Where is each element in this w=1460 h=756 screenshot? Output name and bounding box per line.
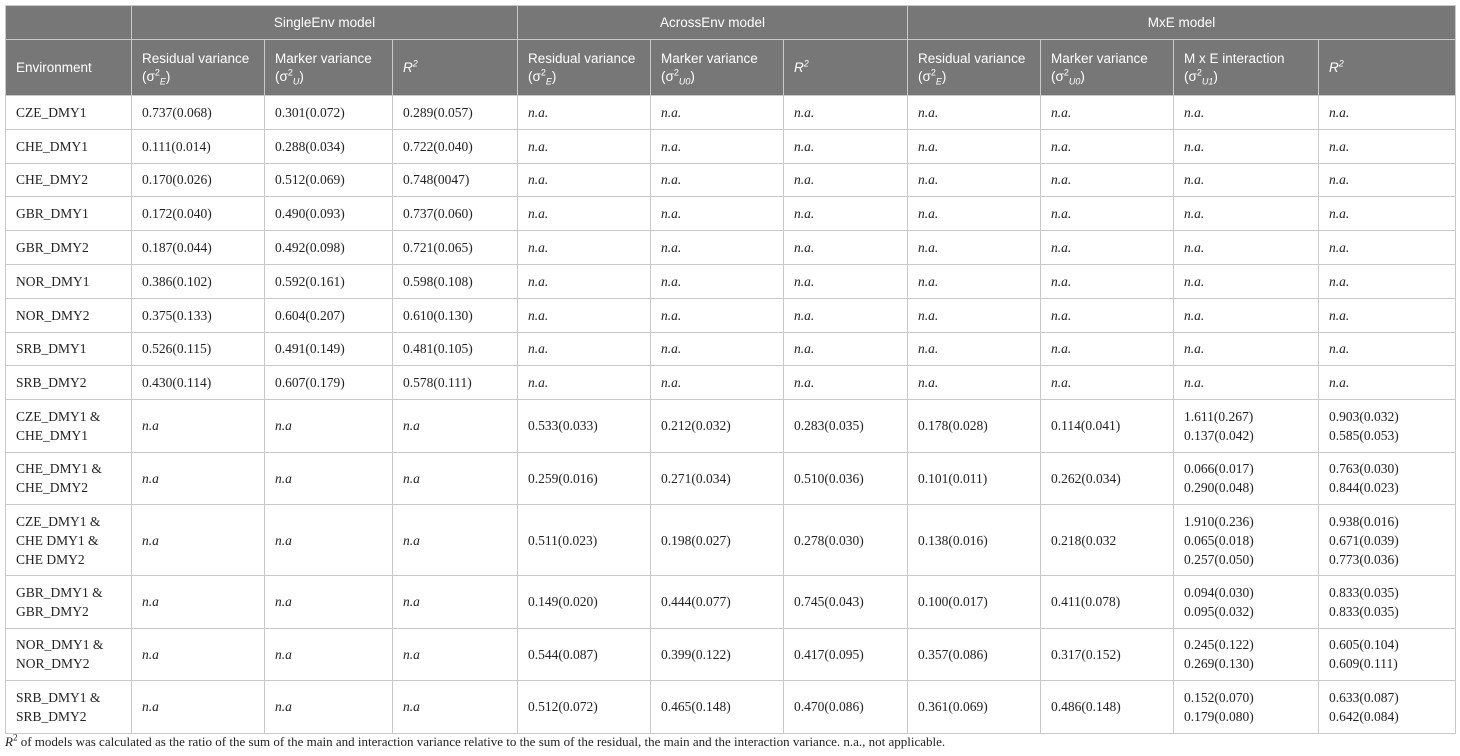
cell-value: n.a. <box>1174 231 1319 265</box>
cell-value: 0.544(0.087) <box>518 628 651 681</box>
cell-value: 0.101(0.011) <box>908 452 1041 505</box>
cell-value: n.a. <box>908 129 1041 163</box>
cell-value: n.a. <box>518 96 651 130</box>
col-single-residual: Residual variance $(\sigma^2_E)$ <box>132 40 265 96</box>
cell-value: n.a. <box>651 129 784 163</box>
table-row <box>6 505 1456 576</box>
cell-value: n.a <box>132 452 265 505</box>
table-row <box>6 231 1456 265</box>
cell-value: n.a. <box>1319 264 1456 298</box>
cell-value: 0.512(0.072) <box>518 681 651 734</box>
cell-value: n.a. <box>518 231 651 265</box>
table-row <box>6 197 1456 231</box>
col-single-r2: $R^2$ <box>393 40 518 96</box>
cell-value: n.a. <box>1319 332 1456 366</box>
cell-value: 0.592(0.161) <box>265 264 393 298</box>
cell-environment: CZE_DMY1 & CHE DMY1 & CHE DMY2 <box>6 505 132 576</box>
cell-value: 0.357(0.086) <box>908 628 1041 681</box>
cell-value: 0.317(0.152) <box>1041 628 1174 681</box>
table-body <box>6 96 1456 734</box>
cell-value: n.a <box>132 400 265 453</box>
cell-value: n.a. <box>784 298 908 332</box>
cell-value: n.a. <box>784 96 908 130</box>
cell-value: n.a. <box>1041 96 1174 130</box>
group-singleenv: SingleEnv model <box>132 6 518 40</box>
cell-value: n.a <box>132 505 265 576</box>
cell-environment: GBR_DMY2 <box>6 231 132 265</box>
cell-value: 0.198(0.027) <box>651 505 784 576</box>
cell-value: n.a. <box>518 332 651 366</box>
cell-value: 0.152(0.070) 0.179(0.080) <box>1174 681 1319 734</box>
cell-value: 0.212(0.032) <box>651 400 784 453</box>
table-row <box>6 628 1456 681</box>
cell-value: 0.149(0.020) <box>518 576 651 629</box>
table-row <box>6 96 1456 130</box>
cell-value: 0.114(0.041) <box>1041 400 1174 453</box>
cell-value: 0.411(0.078) <box>1041 576 1174 629</box>
cell-value: n.a. <box>1319 129 1456 163</box>
cell-value: n.a. <box>1041 332 1174 366</box>
col-across-residual: Residual variance $(\sigma^2_E)$ <box>518 40 651 96</box>
group-header-row <box>6 6 1456 40</box>
results-table-container <box>5 5 1455 734</box>
cell-value: n.a. <box>1319 298 1456 332</box>
group-acrossenv: AcrossEnv model <box>518 6 908 40</box>
cell-value: n.a. <box>1319 96 1456 130</box>
cell-value: n.a. <box>651 264 784 298</box>
cell-value: 0.170(0.026) <box>132 163 265 197</box>
cell-environment: CZE_DMY1 <box>6 96 132 130</box>
cell-value: 0.430(0.114) <box>132 366 265 400</box>
cell-value: 0.399(0.122) <box>651 628 784 681</box>
cell-value: n.a. <box>1041 366 1174 400</box>
cell-value: 0.533(0.033) <box>518 400 651 453</box>
cell-value: 0.763(0.030) 0.844(0.023) <box>1319 452 1456 505</box>
cell-value: 0.245(0.122) 0.269(0.130) <box>1174 628 1319 681</box>
cell-value: 0.138(0.016) <box>908 505 1041 576</box>
table-footnote: $R^2$ of models was calculated as the ratio of the sum of the main and interaction variance relative to the sum of the residual, the main and the interaction variance. n.a., not applicable. <box>5 732 946 749</box>
cell-value: 1.611(0.267) 0.137(0.042) <box>1174 400 1319 453</box>
cell-value: 0.278(0.030) <box>784 505 908 576</box>
cell-value: 0.178(0.028) <box>908 400 1041 453</box>
cell-value: n.a. <box>784 163 908 197</box>
cell-value: n.a. <box>908 163 1041 197</box>
cell-value: n.a <box>393 505 518 576</box>
cell-value: n.a. <box>1041 129 1174 163</box>
cell-value: n.a. <box>784 366 908 400</box>
cell-value: n.a <box>132 681 265 734</box>
cell-value: n.a. <box>1174 332 1319 366</box>
cell-value: 0.094(0.030) 0.095(0.032) <box>1174 576 1319 629</box>
cell-value: n.a. <box>1319 366 1456 400</box>
table-row <box>6 400 1456 453</box>
cell-value: 0.375(0.133) <box>132 298 265 332</box>
cell-value: n.a. <box>908 298 1041 332</box>
cell-value: n.a <box>265 505 393 576</box>
cell-value: 0.578(0.111) <box>393 366 518 400</box>
cell-value: n.a <box>393 576 518 629</box>
cell-value: 0.187(0.044) <box>132 231 265 265</box>
cell-value: n.a. <box>1319 231 1456 265</box>
cell-value: n.a <box>132 628 265 681</box>
cell-value: n.a. <box>1041 264 1174 298</box>
cell-value: n.a. <box>1041 163 1174 197</box>
cell-value: n.a. <box>518 129 651 163</box>
cell-value: n.a. <box>1041 298 1174 332</box>
cell-value: 0.066(0.017) 0.290(0.048) <box>1174 452 1319 505</box>
table-row <box>6 452 1456 505</box>
col-environment: Environment <box>6 40 132 96</box>
cell-value: n.a. <box>908 366 1041 400</box>
cell-value: n.a <box>265 576 393 629</box>
cell-environment: GBR_DMY1 & GBR_DMY2 <box>6 576 132 629</box>
cell-value: n.a <box>393 681 518 734</box>
cell-value: n.a. <box>1174 264 1319 298</box>
cell-value: n.a. <box>518 163 651 197</box>
cell-value: 0.833(0.035) 0.833(0.035) <box>1319 576 1456 629</box>
cell-value: n.a. <box>908 197 1041 231</box>
cell-value: 0.745(0.043) <box>784 576 908 629</box>
variance-table <box>5 5 1456 734</box>
cell-value: 0.598(0.108) <box>393 264 518 298</box>
cell-value: 0.633(0.087) 0.642(0.084) <box>1319 681 1456 734</box>
cell-environment: CZE_DMY1 & CHE_DMY1 <box>6 400 132 453</box>
cell-value: n.a. <box>651 197 784 231</box>
cell-value: n.a. <box>1174 197 1319 231</box>
cell-value: 0.386(0.102) <box>132 264 265 298</box>
cell-value: 0.470(0.086) <box>784 681 908 734</box>
cell-value: 0.172(0.040) <box>132 197 265 231</box>
cell-value: n.a. <box>651 332 784 366</box>
cell-value: n.a. <box>908 231 1041 265</box>
table-row <box>6 298 1456 332</box>
cell-value: 0.510(0.036) <box>784 452 908 505</box>
cell-value: n.a <box>265 400 393 453</box>
cell-value: n.a. <box>651 96 784 130</box>
cell-environment: GBR_DMY1 <box>6 197 132 231</box>
cell-environment: SRB_DMY1 & SRB_DMY2 <box>6 681 132 734</box>
cell-value: 0.492(0.098) <box>265 231 393 265</box>
cell-value: 0.289(0.057) <box>393 96 518 130</box>
cell-value: 0.271(0.034) <box>651 452 784 505</box>
column-header-row <box>6 40 1456 96</box>
col-mxe-residual: Residual variance $(\sigma^2_E)$ <box>908 40 1041 96</box>
cell-environment: NOR_DMY1 & NOR_DMY2 <box>6 628 132 681</box>
cell-environment: CHE_DMY2 <box>6 163 132 197</box>
cell-value: n.a. <box>518 366 651 400</box>
cell-value: 0.737(0.060) <box>393 197 518 231</box>
cell-value: 0.748(0047) <box>393 163 518 197</box>
cell-environment: CHE_DMY1 <box>6 129 132 163</box>
cell-value: 0.100(0.017) <box>908 576 1041 629</box>
cell-value: n.a <box>393 452 518 505</box>
cell-value: 0.259(0.016) <box>518 452 651 505</box>
cell-value: 0.301(0.072) <box>265 96 393 130</box>
table-row <box>6 332 1456 366</box>
group-mxe: MxE model <box>908 6 1456 40</box>
cell-value: 0.526(0.115) <box>132 332 265 366</box>
cell-value: 0.288(0.034) <box>265 129 393 163</box>
cell-value: n.a. <box>651 163 784 197</box>
cell-value: n.a. <box>908 332 1041 366</box>
cell-value: n.a. <box>1174 163 1319 197</box>
cell-value: n.a. <box>1174 298 1319 332</box>
cell-value: 0.607(0.179) <box>265 366 393 400</box>
cell-value: 1.910(0.236) 0.065(0.018) 0.257(0.050) <box>1174 505 1319 576</box>
cell-value: 0.605(0.104) 0.609(0.111) <box>1319 628 1456 681</box>
col-mxe-marker: Marker variance $(\sigma^2_{U0})$ <box>1041 40 1174 96</box>
table-row <box>6 576 1456 629</box>
cell-value: n.a. <box>784 264 908 298</box>
cell-value: n.a. <box>1174 366 1319 400</box>
table-row <box>6 366 1456 400</box>
cell-value: 0.111(0.014) <box>132 129 265 163</box>
cell-value: n.a <box>265 452 393 505</box>
col-mxe-interaction: M x E interaction $(\sigma^2_{U1})$ <box>1174 40 1319 96</box>
cell-environment: NOR_DMY1 <box>6 264 132 298</box>
cell-value: n.a. <box>518 264 651 298</box>
cell-environment: SRB_DMY2 <box>6 366 132 400</box>
cell-environment: NOR_DMY2 <box>6 298 132 332</box>
cell-value: n.a. <box>518 298 651 332</box>
cell-value: 0.417(0.095) <box>784 628 908 681</box>
table-row <box>6 681 1456 734</box>
cell-value: n.a <box>393 628 518 681</box>
table-row <box>6 129 1456 163</box>
cell-value: 0.721(0.065) <box>393 231 518 265</box>
cell-environment: CHE_DMY1 & CHE_DMY2 <box>6 452 132 505</box>
cell-value: n.a. <box>518 197 651 231</box>
cell-value: n.a. <box>784 332 908 366</box>
cell-value: n.a. <box>784 197 908 231</box>
cell-value: 0.722(0.040) <box>393 129 518 163</box>
cell-value: 0.737(0.068) <box>132 96 265 130</box>
col-across-marker: Marker variance $(\sigma^2_{U0})$ <box>651 40 784 96</box>
cell-value: n.a. <box>1319 197 1456 231</box>
cell-value: 0.283(0.035) <box>784 400 908 453</box>
cell-value: n.a. <box>1041 197 1174 231</box>
cell-value: n.a. <box>784 231 908 265</box>
cell-value: n.a. <box>1174 129 1319 163</box>
cell-value: 0.361(0.069) <box>908 681 1041 734</box>
cell-value: n.a. <box>908 264 1041 298</box>
col-across-r2: $R^2$ <box>784 40 908 96</box>
cell-value: 0.938(0.016) 0.671(0.039) 0.773(0.036) <box>1319 505 1456 576</box>
cell-value: n.a. <box>1319 163 1456 197</box>
cell-value: n.a <box>265 681 393 734</box>
cell-value: n.a <box>132 576 265 629</box>
cell-value: 0.262(0.034) <box>1041 452 1174 505</box>
cell-value: n.a. <box>651 366 784 400</box>
cell-value: 0.444(0.077) <box>651 576 784 629</box>
cell-value: n.a. <box>651 298 784 332</box>
col-mxe-r2: $R^2$ <box>1319 40 1456 96</box>
table-row <box>6 264 1456 298</box>
cell-value: n.a. <box>1041 231 1174 265</box>
cell-value: 0.486(0.148) <box>1041 681 1174 734</box>
header-blank <box>6 6 132 40</box>
cell-value: n.a. <box>651 231 784 265</box>
cell-value: 0.490(0.093) <box>265 197 393 231</box>
cell-value: 0.511(0.023) <box>518 505 651 576</box>
cell-value: n.a. <box>784 129 908 163</box>
cell-value: n.a. <box>908 96 1041 130</box>
cell-value: 0.903(0.032) 0.585(0.053) <box>1319 400 1456 453</box>
cell-environment: SRB_DMY1 <box>6 332 132 366</box>
cell-value: n.a <box>393 400 518 453</box>
cell-value: 0.610(0.130) <box>393 298 518 332</box>
cell-value: 0.491(0.149) <box>265 332 393 366</box>
col-single-marker: Marker variance $(\sigma^2_U)$ <box>265 40 393 96</box>
cell-value: 0.481(0.105) <box>393 332 518 366</box>
cell-value: n.a <box>265 628 393 681</box>
cell-value: 0.604(0.207) <box>265 298 393 332</box>
cell-value: 0.512(0.069) <box>265 163 393 197</box>
cell-value: 0.465(0.148) <box>651 681 784 734</box>
cell-value: n.a. <box>1174 96 1319 130</box>
table-row <box>6 163 1456 197</box>
cell-value: 0.218(0.032 <box>1041 505 1174 576</box>
